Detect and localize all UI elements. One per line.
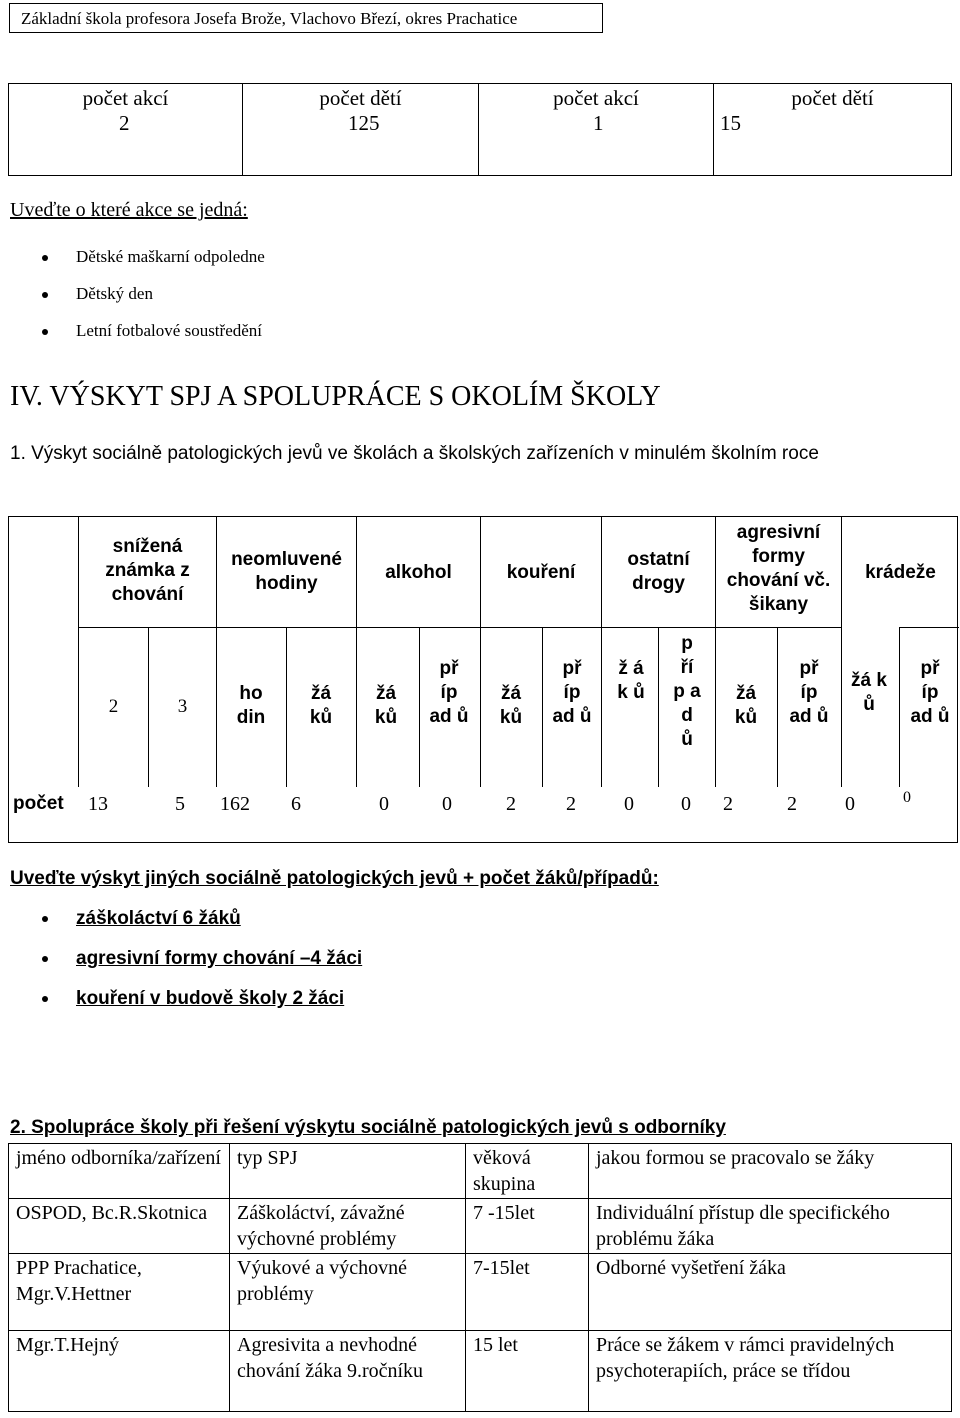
row-value: 13 — [88, 793, 108, 815]
table-cell: Agresivita a nevhodné chování žáka 9.ročníku — [230, 1331, 466, 1412]
bullet-icon — [42, 292, 48, 298]
table-cell: OSPOD, Bc.R.Skotnica — [9, 1199, 230, 1254]
occurrence-table — [8, 516, 958, 843]
subheader-pupils: žá ků — [734, 683, 758, 728]
table-cell: Výukové a výchovné problémy — [230, 1254, 466, 1331]
subheader-pupils: žá ků — [309, 683, 333, 728]
list-item: agresivní formy chování –4 žáci — [42, 948, 362, 970]
subheader-grade-2: 2 — [108, 696, 119, 717]
header-grade: snížená známka z chování — [105, 536, 190, 605]
subheader-cases: př íp ad ů — [789, 658, 829, 727]
subheader-cases: př íp ad ů — [429, 658, 469, 727]
header-smoking: kouření — [506, 562, 576, 583]
header-cell: počet dětí — [714, 84, 952, 112]
header-drugs: ostatní drogy — [627, 549, 690, 594]
row-value: 6 — [291, 793, 301, 815]
header-cell: počet dětí — [243, 84, 479, 112]
table-cell: PPP Prachatice, Mgr.V.Hettner — [9, 1254, 230, 1331]
header-cell: jméno odborníka/zařízení — [9, 1144, 230, 1199]
table-cell: Individuální přístup dle specifického problému žáka — [589, 1199, 952, 1254]
list-item: záškoláctví 6 žáků — [42, 908, 241, 930]
header-alcohol: alkohol — [385, 562, 452, 583]
row-value: 0 — [845, 793, 855, 815]
section-title: IV. VÝSKYT SPJ A SPOLUPRÁCE S OKOLÍM ŠKOLY — [10, 381, 661, 412]
value-cell: 125 — [243, 111, 479, 176]
row-value: 0 — [903, 789, 911, 806]
header-cell: počet akcí — [82, 86, 169, 110]
subheader-hours: ho din — [236, 683, 266, 728]
bullet-icon — [42, 996, 48, 1002]
subheader-cases: př íp ad ů — [910, 658, 950, 727]
list-item: Letní fotbalové soustředění — [42, 321, 262, 341]
subheader-grade-3: 3 — [177, 696, 188, 717]
header-cell: typ SPJ — [230, 1144, 466, 1199]
table-cell: 7-15let — [466, 1254, 589, 1331]
subheader-cases: př íp ad ů — [552, 658, 592, 727]
table-cell: Práce se žákem v rámci pravidelných psychoterapiích, práce se třídou — [589, 1331, 952, 1412]
bullet-icon — [42, 329, 48, 335]
school-header: Základní škola profesora Josefa Brože, Vlachovo Březí, okres Prachatice — [9, 3, 603, 33]
table-cell: 7 -15let — [466, 1199, 589, 1254]
row-value: 0 — [379, 793, 389, 815]
subheader-cases: p ří p a d ů — [673, 633, 701, 750]
row-label: počet — [13, 793, 64, 814]
row-value: 2 — [787, 793, 797, 815]
value-cell: 15 — [714, 111, 952, 176]
row-value: 5 — [175, 793, 185, 815]
table-cell: Záškoláctví, závažné výchovné problémy — [230, 1199, 466, 1254]
row-value: 0 — [681, 793, 691, 815]
other-phenomena-title: Uveďte výskyt jiných sociálně patologických jevů + počet žáků/případů: — [10, 868, 659, 889]
row-value: 2 — [506, 793, 516, 815]
question-1-title: 1. Výskyt sociálně patologických jevů ve školách a školských zařízeních v minulém školním roce — [10, 443, 819, 464]
subheader-pupils: žá ků — [499, 683, 523, 728]
table-cell: 15 let — [466, 1331, 589, 1412]
subheader-pupils: žá k ů — [851, 670, 887, 715]
list-item: kouření v budově školy 2 žáci — [42, 988, 344, 1010]
value-cell: 1 — [479, 111, 714, 176]
list-item: Dětské maškarní odpoledne — [42, 247, 265, 267]
header-cell: věková skupina — [466, 1144, 589, 1199]
bullet-icon — [42, 956, 48, 962]
question-2-title: 2. Spolupráce školy při řešení výskytu sociálně patologických jevů s odborníky — [10, 1117, 726, 1138]
actions-title: Uveďte o které akce se jedná: — [10, 199, 248, 221]
subheader-pupils: žá ků — [374, 683, 398, 728]
row-value: 0 — [442, 793, 452, 815]
bullet-icon — [42, 255, 48, 261]
cooperation-table — [8, 1143, 952, 1412]
table-cell: Odborné vyšetření žáka — [589, 1254, 952, 1331]
header-cell: počet akcí — [479, 84, 714, 112]
table-cell: Mgr.T.Hejný — [9, 1331, 230, 1412]
header-unexcused: neomluvené hodiny — [231, 549, 342, 594]
row-value: 2 — [566, 793, 576, 815]
header-aggressive: agresivní formy chování vč. šikany — [726, 522, 831, 615]
value-cell: 2 — [119, 111, 130, 135]
bullet-icon — [42, 916, 48, 922]
row-value: 0 — [624, 793, 634, 815]
row-value: 162 — [220, 793, 250, 815]
header-theft: krádeže — [865, 562, 936, 583]
row-value: 2 — [723, 793, 733, 815]
subheader-pupils: ž á k ů — [617, 658, 645, 703]
header-cell: jakou formou se pracovalo se žáky — [589, 1144, 952, 1199]
list-item: Dětský den — [42, 284, 153, 304]
events-summary-table — [8, 83, 952, 176]
